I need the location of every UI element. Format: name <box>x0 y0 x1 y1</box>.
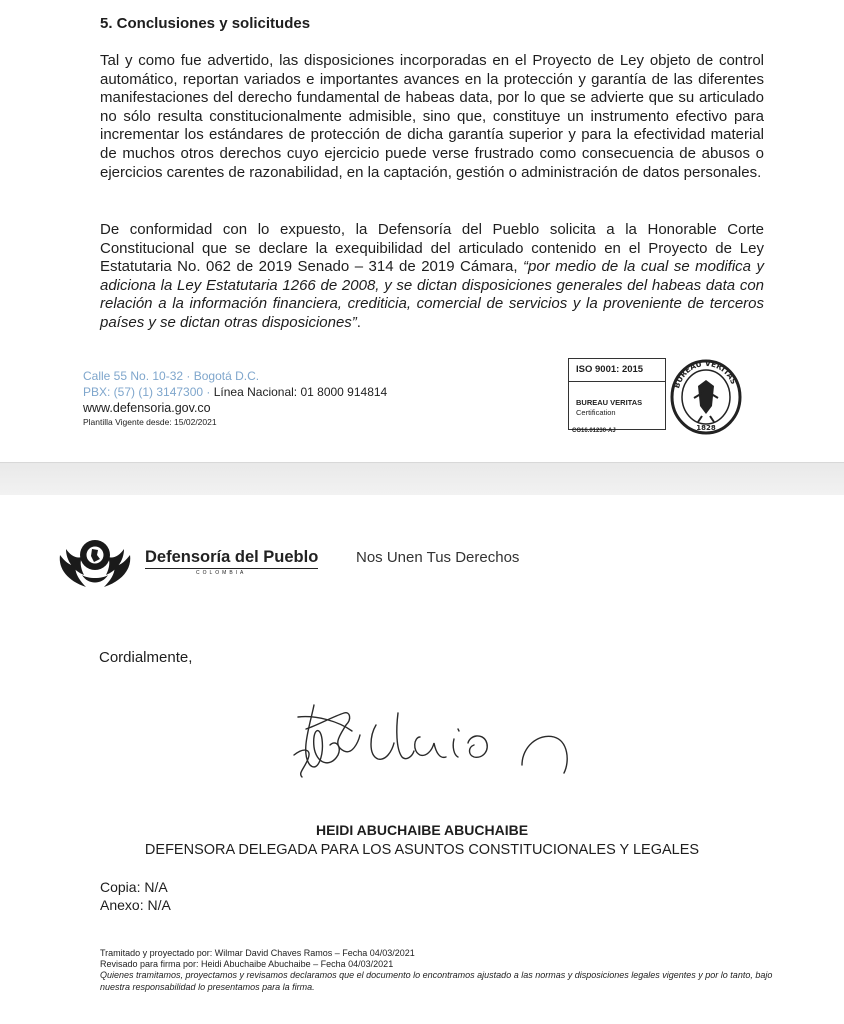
iso-title: ISO 9001: 2015 <box>576 364 644 375</box>
handwritten-signature <box>292 695 582 793</box>
iso-frame <box>568 358 666 430</box>
closing-salutation: Cordialmente, <box>99 649 193 666</box>
law-title-quote: “por medio de la cual se modifica y adiciona la Ley Estatutaria 1266 de 2008, y se dictan disposiciones generales del habeas data con relación a la información financiera, crediticia, comercial de servicios y la proveniente de terceros países y se dictan otras disposiciones” <box>100 258 764 331</box>
defensoria-hands-logo-icon <box>56 535 134 591</box>
signer-name: HEIDI ABUCHAIBE ABUCHAIBE <box>315 822 529 838</box>
request-text: De conformidad con lo expuesto, la Defensoría del Pueblo solicita a la Honorable Corte Constitucional que se declare la exequibilidad del articulado contenido en el Proyecto de Ley Estatutaria No. 062 de 2019 Senado – 314 de 2019 Cámara, <box>100 221 764 276</box>
iso-bureau-veritas: BUREAU VERITAS <box>576 398 643 407</box>
paragraph-request <box>100 221 764 333</box>
page-separator <box>0 462 844 496</box>
footer-website: www.defensoria.gov.co <box>83 401 211 415</box>
org-name: Defensoría del Pueblo <box>145 548 318 569</box>
bureau-veritas-seal-icon <box>668 358 744 436</box>
processing-notes <box>100 948 780 993</box>
request-end: . <box>356 313 361 331</box>
footer-pbx: PBX: (57) (1) 3147300 · <box>83 385 214 399</box>
iso-divider <box>569 381 665 382</box>
reviewed-by-note: Revisado para firma por: Heidi Abuchaibe Abuchaibe – Fecha 04/03/2021 <box>100 959 394 970</box>
svg-text:BUREAU VERITAS: BUREAU VERITAS <box>672 358 739 390</box>
footer-address: Calle 55 No. 10-32 · Bogotá D.C. <box>83 369 260 383</box>
iso-certification-label: Certification <box>576 408 616 417</box>
document-page-1 <box>0 0 844 462</box>
svg-text:1828: 1828 <box>696 424 716 432</box>
org-tagline: Nos Unen Tus Derechos <box>356 549 520 566</box>
responsibility-disclaimer: Quienes tramitamos, proyectamos y revisamos declaramos que el documento lo encontramos ajustado a las normas y disposiciones legales vigentes y por lo tanto, bajo nuestra responsabilidad lo presentamos para la firma. <box>100 970 773 992</box>
annex-note: Anexo: N/A <box>100 897 171 913</box>
footer-contact <box>83 368 387 428</box>
signer-role: DEFENSORA DELEGADA PARA LOS ASUNTOS CONSTITUCIONALES Y LEGALES <box>144 842 700 858</box>
copy-note: Copia: N/A <box>100 879 168 895</box>
drafted-by-note: Tramitado y proyectado por: Wilmar David Chaves Ramos – Fecha 04/03/2021 <box>100 948 415 958</box>
section-title: 5. Conclusiones y solicitudes <box>100 15 311 32</box>
org-country: COLOMBIA <box>196 570 247 576</box>
document-page-2 <box>0 495 844 1024</box>
footer-template-date: Plantilla Vigente desde: 15/02/2021 <box>83 417 217 427</box>
iso-code: CO16.01230-AJ <box>572 428 616 434</box>
footer-national-line: Línea Nacional: 01 8000 914814 <box>213 385 388 399</box>
iso-certification-badge <box>568 358 754 436</box>
footer-phone <box>83 384 387 400</box>
paragraph-conclusions: Tal y como fue advertido, las disposiciones incorporadas en el Proyecto de Ley objeto de control automático, reportan variados e importantes avances en la protección y garantía de las diferentes manifestaciones del derecho fundamental de habeas data, por lo que se advierte que su articulado no sólo resulta constitucionalmente admisible, sino que, constituye un instrumento efectivo para incrementar los estándares de protección de dicha garantía superior y para la efectividad material de muchos otros derechos cuyo ejercicio puede verse frustrado como consecuencia de abusos o ejercicios carentes de razonabilidad, en la captación, gestión o administración de datos personales. <box>100 52 764 181</box>
